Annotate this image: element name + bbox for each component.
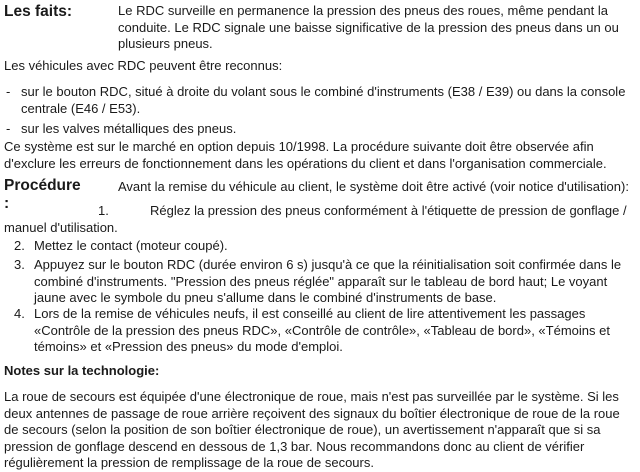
bullet-dash: - bbox=[6, 84, 11, 99]
step-number: 2. bbox=[14, 238, 25, 253]
recognition-item bbox=[4, 84, 634, 117]
faits-heading: Les faits: bbox=[4, 3, 73, 20]
step-text: Réglez la pression des pneus conformément à l'étiquette de pression de gonflage / manuel d'utilisation. bbox=[4, 203, 627, 235]
notes-text: La roue de secours est équipée d'une électronique de roue, mais n'est pas surveillée par le système. Si les deux antennes de passage de roue arrière reçoivent des signaux du boîtier électronique de roue de la roue de secours (selon la position de son boîtier électronique de roue), un avertissement n'apparaît que si sa pression de gonflage descend en dessous de 1,3 bar. Nous recommandons donc au client de vérifier régulièrement la pression de remplissage de la roue de secours. bbox=[4, 389, 620, 470]
recognition-item-text: sur le bouton RDC, situé à droite du volant sous le combiné d'instruments (E38 / E39) ou dans la console centrale (E46 / E53). bbox=[21, 84, 626, 116]
procedure-step bbox=[14, 257, 634, 307]
procedure-heading: Procédure : bbox=[4, 177, 81, 212]
step-text: Appuyez sur le bouton RDC (durée environ 6 s) jusqu'à ce que la réinitialisation soit confirmée dans le combiné d'instruments. "Pression des pneus réglée" apparaît sur le tableau de bord haut; Le voyant jaune avec le symbole du pneu s'allume dans le combiné d'instruments de base. bbox=[34, 257, 622, 305]
market-text: Ce système est sur le marché en option depuis 10/1998. La procédure suivante doit être observée afin d'exclure les erreurs de fonctionnement dans les opérations du client et dans l'organisation commerciale. bbox=[4, 139, 607, 171]
notes-heading: Notes sur la technologie: bbox=[4, 363, 160, 378]
step-number: 3. bbox=[14, 257, 25, 272]
step-text: Mettez le contact (moteur coupé). bbox=[34, 238, 228, 253]
step-number: 4. bbox=[14, 306, 25, 321]
procedure-step bbox=[4, 203, 634, 236]
procedure-step bbox=[14, 238, 634, 255]
procedure-intro: Avant la remise du véhicule au client, le système doit être activé (voir notice d'utilisation): bbox=[118, 179, 629, 194]
recognition-intro: Les véhicules avec RDC peuvent être reconnus: bbox=[4, 58, 283, 73]
step-text: Lors de la remise de véhicules neufs, il est conseillé au client de lire attentivement les passages «Contrôle de la pression des pneus RDC», «Contrôle de contrôle», «Tableau de bord», «Témoins et témoins» et «Pression des pneus» du mode d'emploi. bbox=[34, 306, 610, 354]
faits-text: Le RDC surveille en permanence la pression des pneus des roues, même pendant la conduite. Le RDC signale une baisse significative de la pression des pneus dans un ou plusieurs pneus. bbox=[118, 3, 619, 51]
recognition-item bbox=[4, 121, 634, 138]
recognition-item-text: sur les valves métalliques des pneus. bbox=[21, 121, 237, 136]
step-number: 1. bbox=[98, 203, 109, 218]
procedure-step bbox=[14, 306, 634, 356]
bullet-dash: - bbox=[6, 121, 11, 136]
